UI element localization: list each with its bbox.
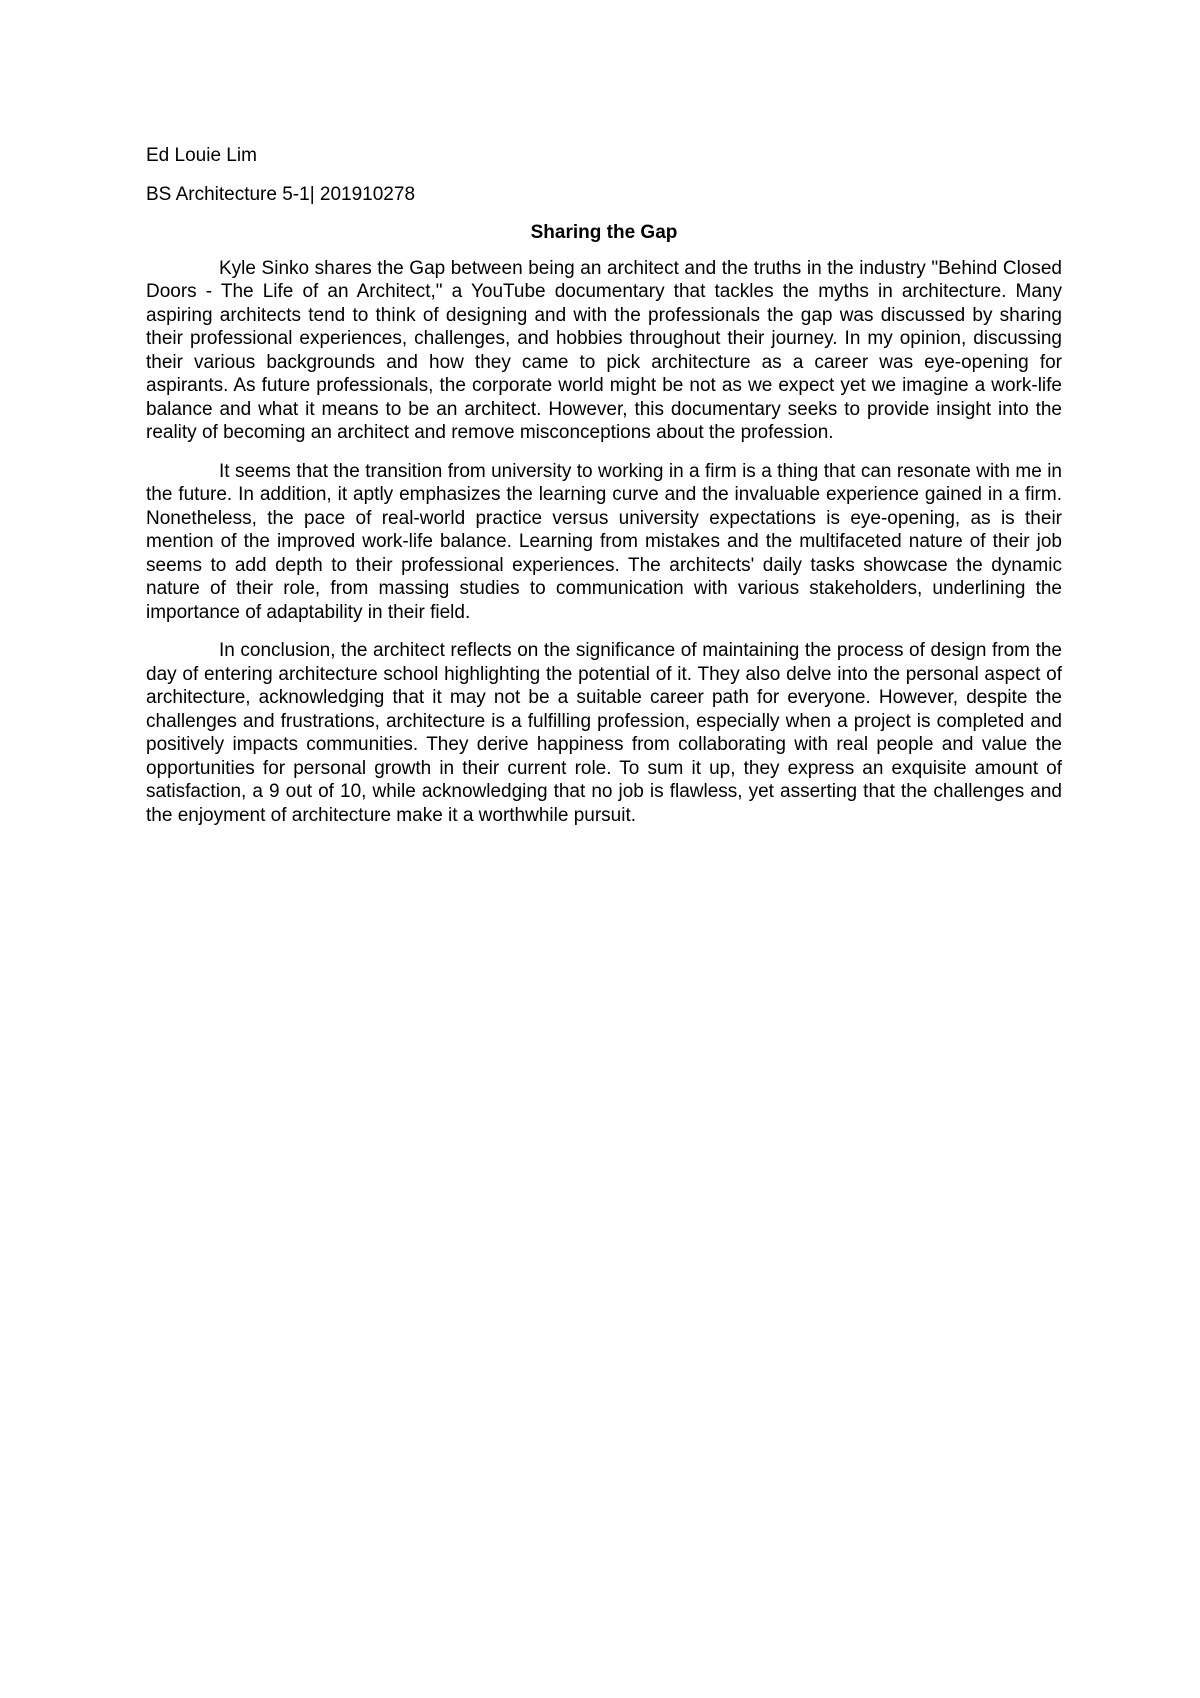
body-paragraph-2: It seems that the transition from university to working in a firm is a thing that can resonate with me in the future. In addition, it aptly emphasizes the learning curve and the invaluable experience gained in a firm. Nonetheless, the pace of real-world practice versus university expectations is eye-opening, as is their mention of the improved work-life balance. Learning from mistakes and the multifaceted nature of their job seems to add depth to their professional experiences. The architects' daily tasks showcase the dynamic nature of their role, from massing studies to communication with various stakeholders, underlining the importance of adaptability in their field. [146, 460, 1062, 623]
document-page [146, 144, 1062, 842]
author-name: Ed Louie Lim [146, 145, 257, 166]
body-paragraph-1: Kyle Sinko shares the Gap between being an architect and the truths in the industry "Behind Closed Doors - The Life of an Architect," a YouTube documentary that tackles the myths in architecture. Many aspiring architects tend to think of designing and with the professionals the gap was discussed by sharing their professional experiences, challenges, and hobbies throughout their journey. In my opinion, discussing their various backgrounds and how they came to pick architecture as a career was eye-opening for aspirants. As future professionals, the corporate world might be not as we expect yet we imagine a work-life balance and what it means to be an architect. However, this documentary seeks to provide insight into the reality of becoming an architect and remove misconceptions about the profession. [146, 257, 1062, 443]
course-and-id: BS Architecture 5-1| 201910278 [146, 183, 416, 205]
document-title: Sharing the Gap [530, 222, 678, 243]
body-paragraph-3: In conclusion, the architect reflects on the significance of maintaining the process of design from the day of entering architecture school highlighting the potential of it. They also delve into the personal aspect of architecture, acknowledging that it may not be a suitable career path for everyone. However, despite the challenges and frustrations, architecture is a fulfilling profession, especially when a project is completed and positively impacts communities. They derive happiness from collaborating with real people and value the opportunities for personal growth in their current role. To sum it up, they express an exquisite amount of satisfaction, a 9 out of 10, while acknowledging that no job is flawless, yet asserting that the challenges and the enjoyment of architecture make it a worthwhile pursuit. [146, 640, 1062, 826]
